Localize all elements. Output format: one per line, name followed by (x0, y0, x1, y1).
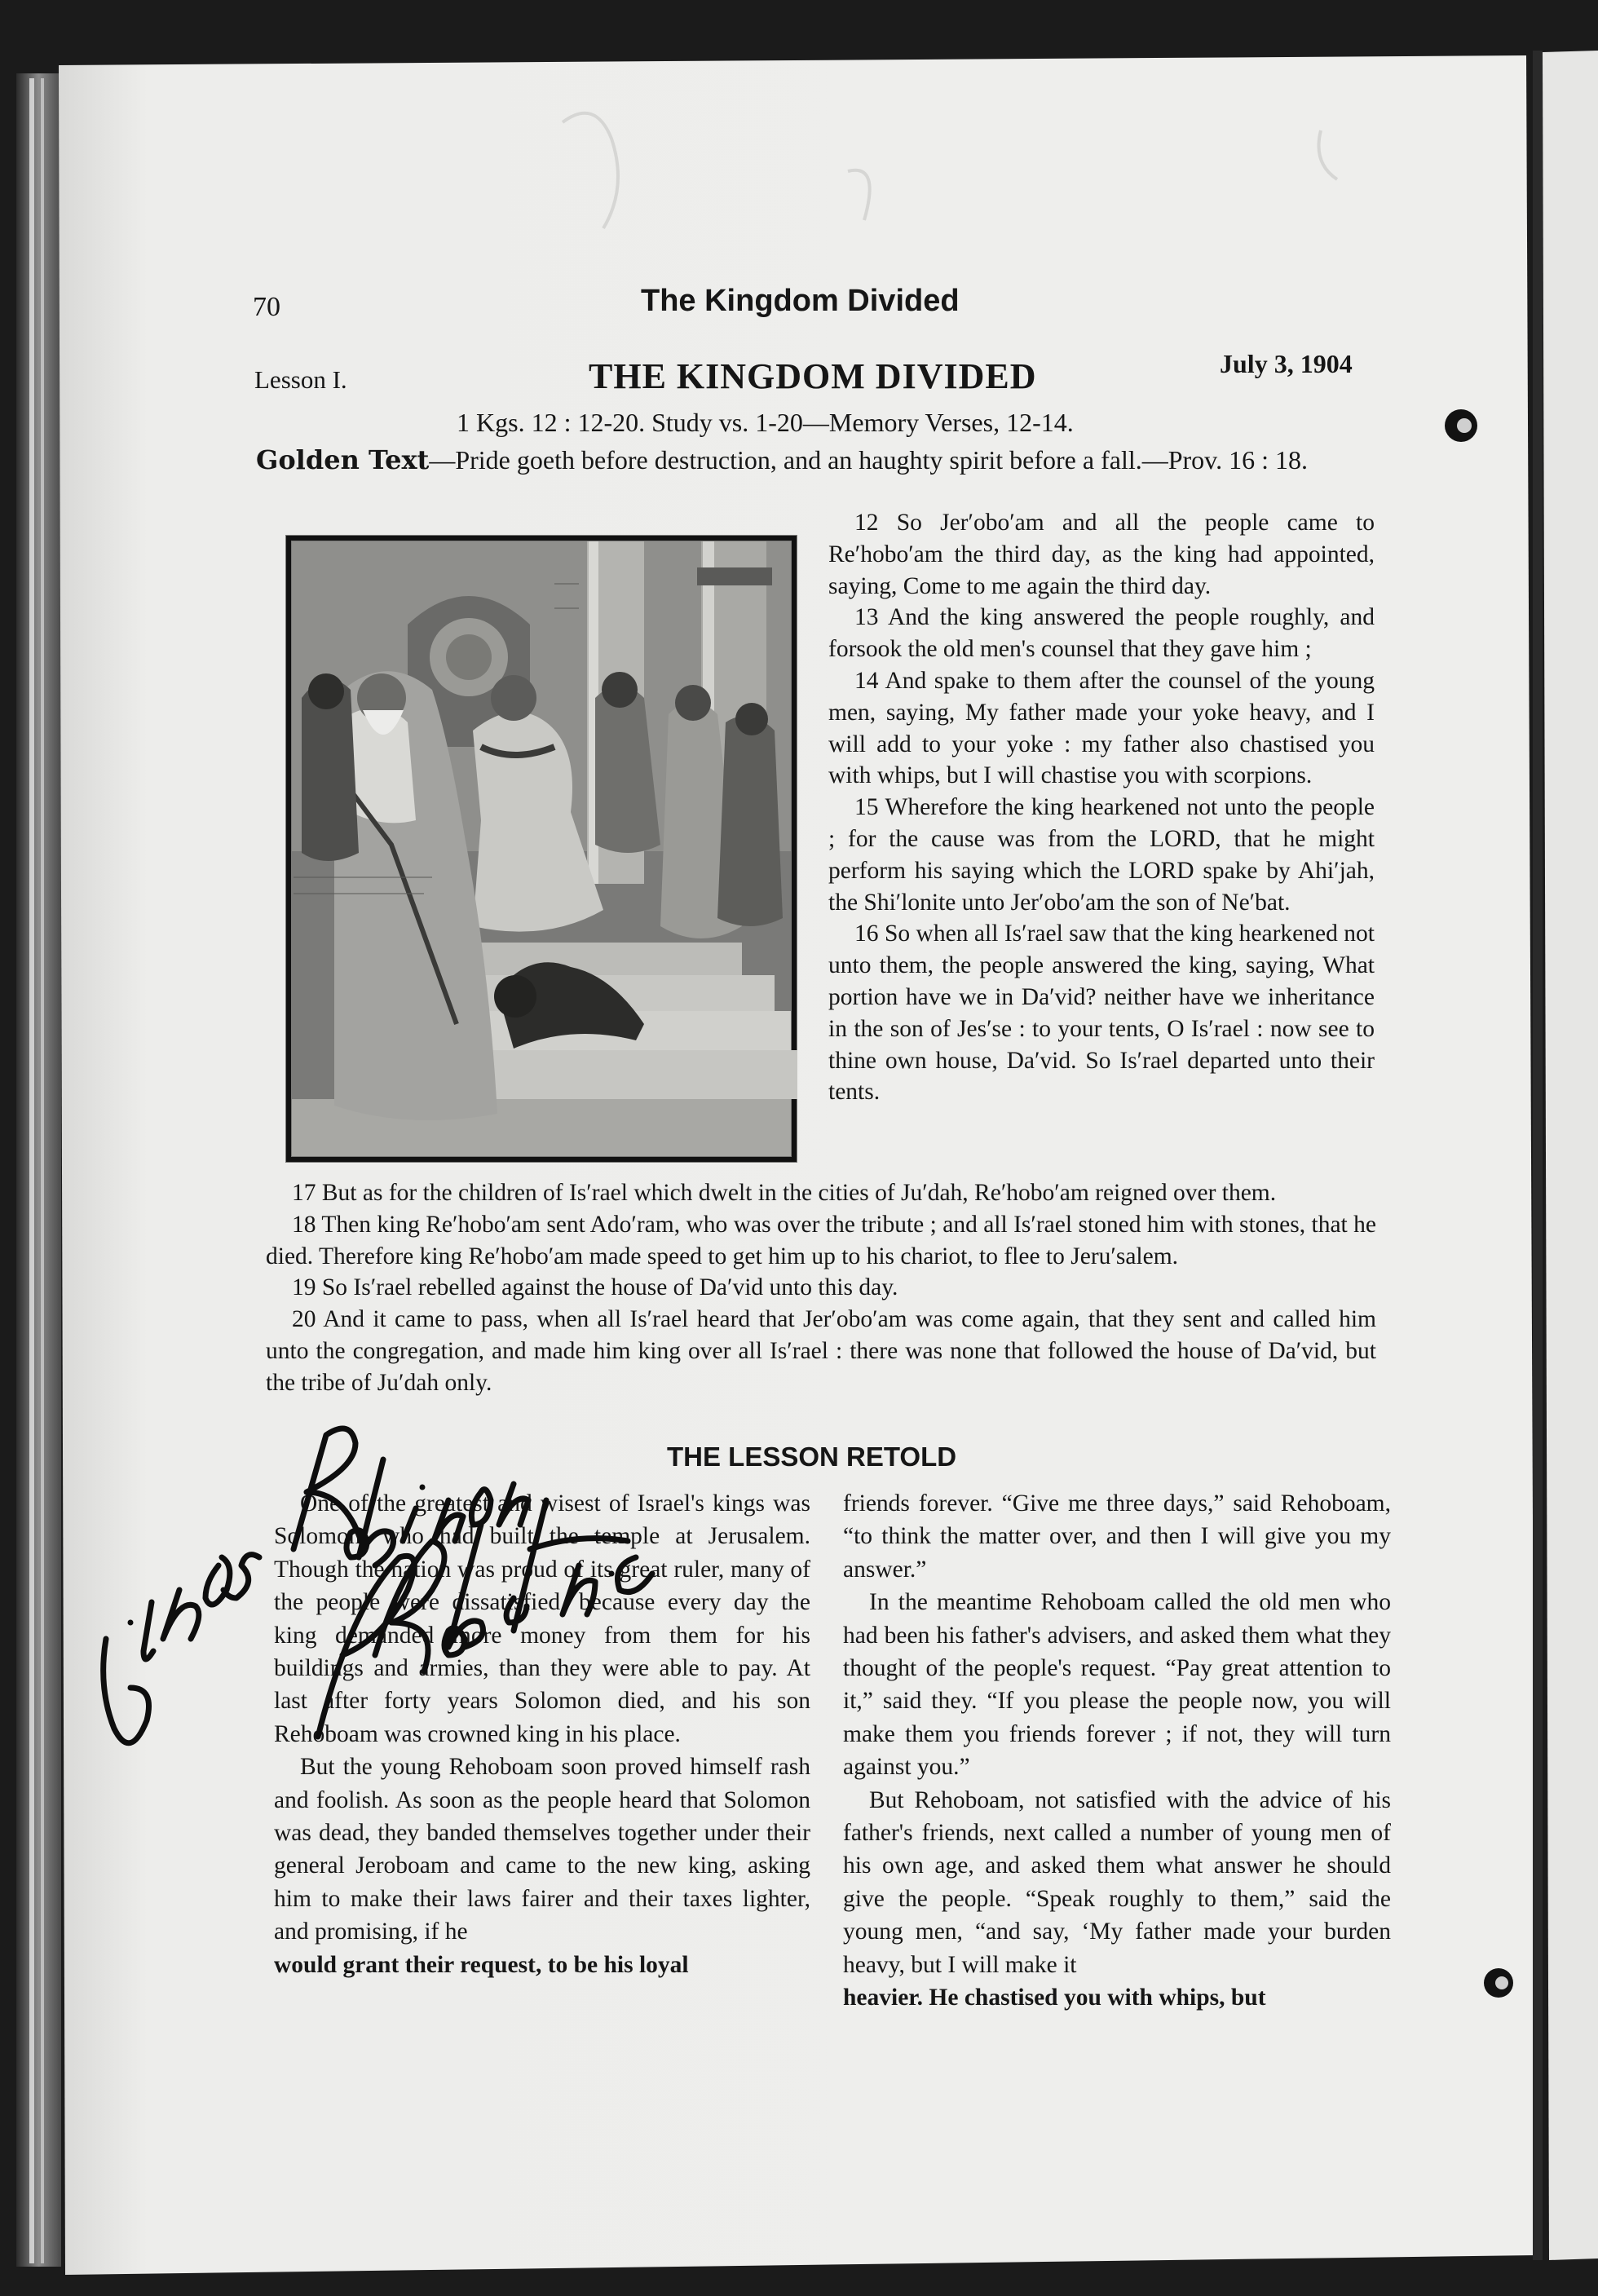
golden-text-label: Golden Text (256, 444, 430, 475)
verses-right-column (828, 507, 1375, 1108)
verse-20: 20 And it came to pass, when all Is′rael heard that Jer′obo′am was come again, that they sent and called him unto the congregation, and made him king over all Is′rael : there was none that followed the house of Da′vid, but the tribe of Ju′dah only. (266, 1306, 1376, 1396)
retold-paragraph: But Rehoboam, not satisfied with the advice of his father's friends, next called a number of young men of his own age, and asked them what answer he should give the people. “Speak roughly to them,” said the young men, “and say, ‘My father made your burden heavy, but I will make it (843, 1786, 1391, 1978)
verse-15: 15 Wherefore the king hearkened not unto the people ; for the cause was from the LORD, that he might perform his saying which the LORD spake by Ahi′jah, the Shi′lonite unto Jer′obo′am the son of Ne′bat. (828, 794, 1375, 916)
verse-17: 17 But as for the children of Is′rael which dwelt in the cities of Ju′dah, Re′hobo′am reigned over them. (292, 1180, 1277, 1206)
retold-paragraph: friends forever. “Give me three days,” said Rehoboam, “to think the matter over, and then I will give you my answer.” (843, 1490, 1391, 1583)
verses-full-width (266, 1177, 1376, 1399)
verse-19: 19 So Is′rael rebelled against the house of Da′vid unto this day. (292, 1274, 898, 1301)
golden-text-body: —Pride goeth before destruction, and an haughty spirit before a fall.—Prov. 16 : 18. (429, 445, 1308, 475)
retold-paragraph: In the meantime Rehoboam called the old men who had been his father's advisers, and asked them what they thought of the people's request. “Pay great attention to it,” said they. “If you please the people now, you will make them you friends forever ; if not, they will turn against you.” (843, 1589, 1391, 1781)
golden-text (256, 444, 1381, 476)
retold-right-column (843, 1487, 1391, 2015)
lesson-retold-heading: THE LESSON RETOLD (667, 1442, 957, 1472)
lesson-title: THE KINGDOM DIVIDED (589, 356, 1037, 396)
retold-paragraph: But the young Rehoboam soon proved himself rash and foolish. As soon as the people heard that Solomon was dead, they banded themselves together under their general Jeroboam and came to the new king, asking him to make their laws fairer and their taxes lighter, and promising, if he (274, 1754, 810, 1945)
verse-16: 16 So when all Is′rael saw that the king hearkened not unto them, the people answered the king, saying, What portion have we in Da′vid? neither have we inheritance in the son of Jes′se : to your tents, O Is′rael : now see to thine own house, Da′vid. So Is′rael departed unto their tents. (828, 921, 1375, 1106)
running-head: The Kingdom Divided (641, 284, 960, 318)
engraving-illustration (285, 535, 797, 1163)
handwritten-signature (73, 1386, 693, 1794)
lesson-date: July 3, 1904 (1220, 349, 1353, 378)
retold-left-last-line: would grant their request, to be his loyal (274, 1951, 689, 1978)
retold-right-last-line: heavier. He chastised you with whips, but (843, 1985, 1266, 2011)
lesson-number: Lesson I. (254, 365, 347, 394)
page-number: 70 (253, 292, 280, 322)
verse-18: 18 Then king Re′hobo′am sent Ado′ram, who was over the tribute ; and all Is′rael stoned him with stones, that he died. Therefore king Re′hobo′am made speed to get him up to his chariot, to flee to Jeru′salem. (266, 1211, 1376, 1269)
retold-paragraph: One of the greatest and wisest of Israel's kings was Solomon, who had built the temple at Jerusalem. Though the nation was proud of its great ruler, many of the people were dissatisfied, because every day the king demanded more money from them for his buildings and armies, than they were able to pay. At last after forty years Solomon died, and his son Rehoboam was crowned king in his place. (274, 1490, 810, 1747)
scripture-reference: 1 Kgs. 12 : 12-20. Study vs. 1-20—Memory Verses, 12-14. (457, 408, 1074, 437)
verse-14: 14 And spake to them after the counsel of the young men, saying, My father made your yoke heavy, and I will add to your yoke : my father also chastised you with whips, but I will chastise you with scorpions. (828, 667, 1375, 789)
verse-13: 13 And the king answered the people roughly, and forsook the old men's counsel that they gave him ; (828, 604, 1375, 663)
verse-12: 12 So Jer′obo′am and all the people came to Re′hobo′am the third day, as the king had appointed, saying, Come to me again the third day. (828, 510, 1375, 599)
